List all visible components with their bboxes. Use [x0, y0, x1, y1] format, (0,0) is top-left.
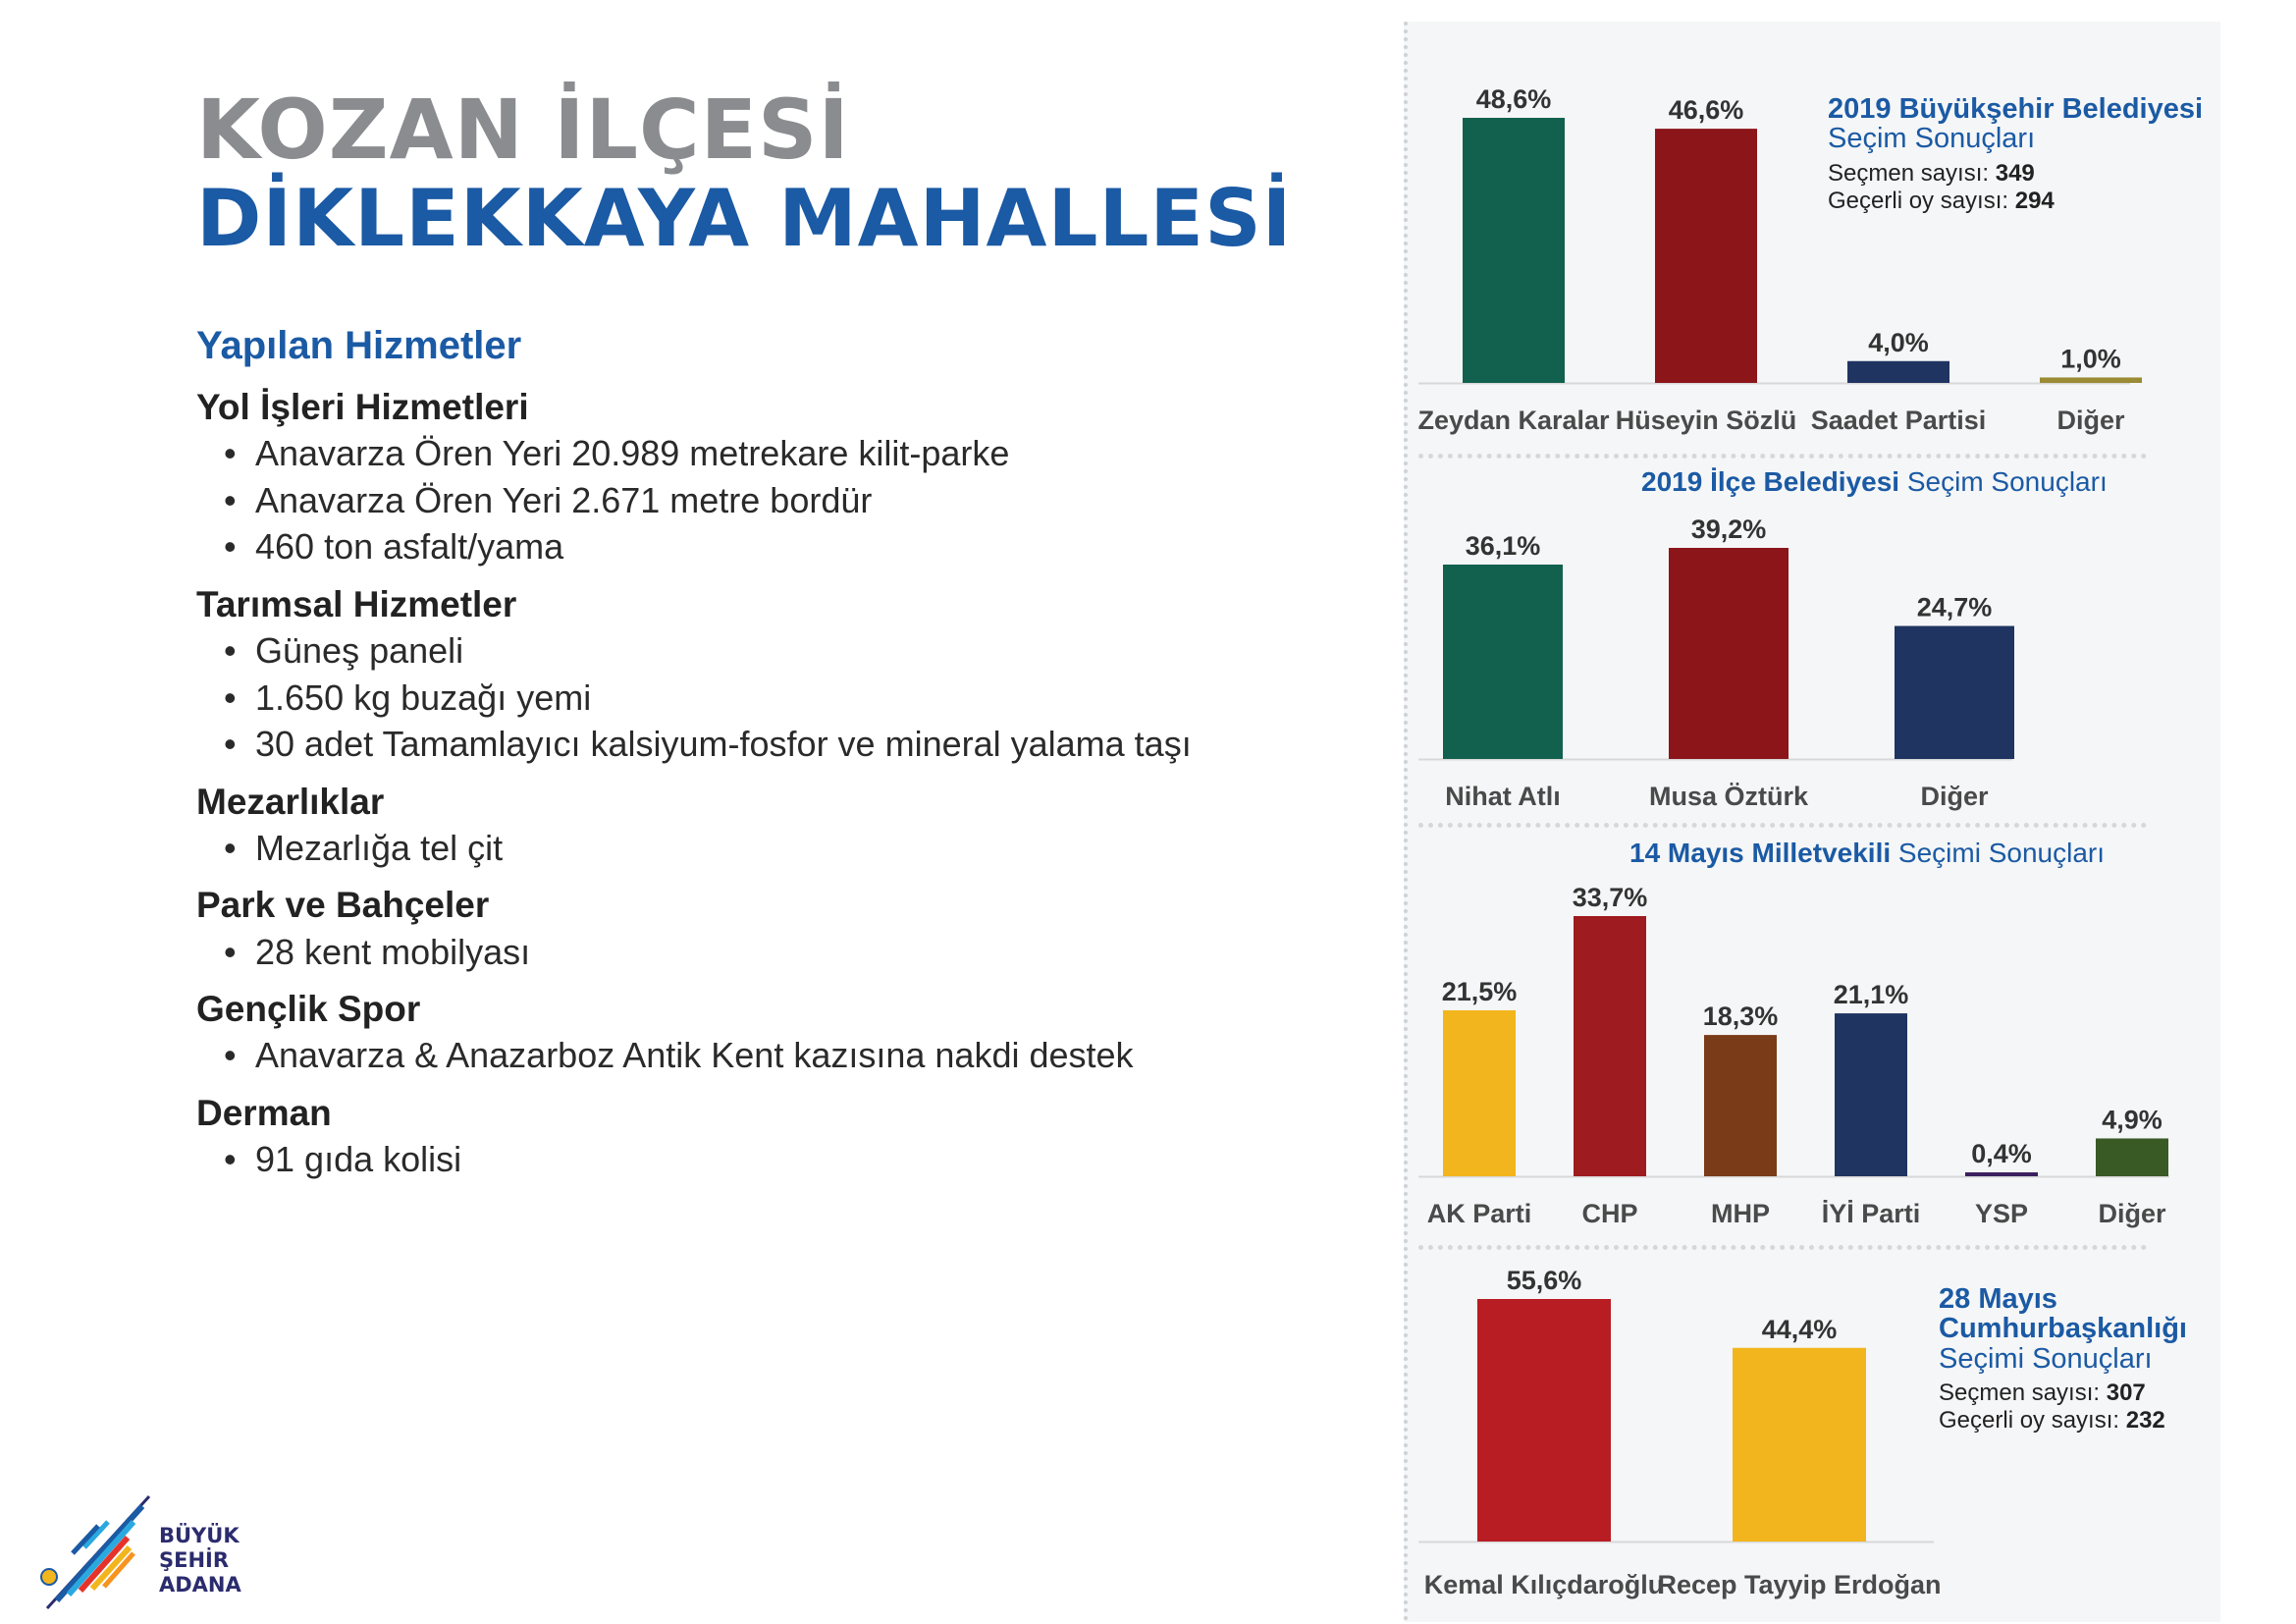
bar [1847, 361, 1949, 383]
category-label: MHP [1711, 1199, 1770, 1228]
service-item: • 1.650 kg buzağı yemi [196, 675, 1178, 722]
bar [1895, 626, 2014, 759]
bar [1443, 565, 1563, 759]
separator [1418, 454, 2147, 459]
bar [2040, 377, 2142, 383]
logo-line-2: ŞEHİR [159, 1547, 230, 1572]
service-item: • Mezarlığa tel çit [196, 825, 1178, 872]
bar [1463, 118, 1565, 383]
service-item: • 28 kent mobilyası [196, 929, 1178, 976]
logo-line-1: BÜYÜK [159, 1524, 240, 1547]
district-title: KOZAN İLÇESİ [196, 81, 850, 178]
voters-count: Seçmen sayısı: 307 [1939, 1380, 2146, 1407]
category-label: Hüseyin Sözlü [1615, 406, 1797, 435]
data-label: 21,1% [1833, 980, 1909, 1010]
data-label: 46,6% [1668, 95, 1744, 126]
bar [1733, 1348, 1866, 1542]
bar [1669, 548, 1789, 759]
services-list [196, 385, 1192, 1183]
bar [1965, 1172, 2038, 1176]
caption-28-may [1939, 1284, 2187, 1435]
category-label: Kemal Kılıçdaroğlu [1423, 1570, 1665, 1599]
data-label: 48,6% [1475, 84, 1552, 114]
service-item: • Anavarza Ören Yeri 2.671 metre bordür [196, 477, 1178, 524]
data-label: 21,5% [1441, 976, 1518, 1006]
services-heading: Yapılan Hizmetler [196, 324, 522, 367]
caption-title-bold: 14 Mayıs Milletvekili [1629, 838, 1892, 868]
caption-title-bold: 2019 İlçe Belediyesi [1641, 466, 1900, 497]
caption-2019-metropolitan [1828, 94, 2203, 215]
caption-title-bold: 2019 Büyükşehir Belediyesi [1828, 93, 2204, 125]
service-item: • 91 gıda kolisi [196, 1136, 1178, 1183]
category-label: CHP [1581, 1199, 1638, 1228]
bar [1574, 916, 1646, 1176]
category-label: Musa Öztürk [1648, 782, 1809, 811]
logo-text [159, 1524, 241, 1597]
data-label: 44,4% [1761, 1314, 1838, 1344]
service-item: • 30 adet Tamamlayıcı kalsiyum-fosfor ve mineral yalama taşı [196, 721, 1178, 768]
service-group-title: Park ve Bahçeler [196, 885, 490, 926]
category-label: İYİ Parti [1821, 1199, 1921, 1228]
category-label: AK Parti [1426, 1199, 1532, 1228]
category-label: YSP [1974, 1199, 2029, 1228]
bar [2096, 1138, 2168, 1176]
category-label: Diğer [1920, 782, 1989, 811]
caption-title-line1: 28 Mayıs [1939, 1283, 2057, 1315]
data-label: 36,1% [1465, 531, 1541, 562]
category-label: Diğer [2056, 406, 2125, 435]
caption-title-regular: Seçimi Sonuçları [1897, 838, 2106, 868]
voters-count: Seçmen sayısı: 349 [1828, 159, 2035, 187]
category-label: Diğer [2098, 1199, 2166, 1228]
services-section [196, 324, 1192, 1183]
chart-2019-district [1404, 511, 2189, 825]
category-label: Nihat Atlı [1445, 782, 1561, 811]
service-item: • Anavarza & Anazarboz Antik Kent kazısına nakdi destek [196, 1032, 1178, 1079]
service-group-title: Yol İşleri Hizmetleri [196, 387, 529, 427]
bar [1655, 129, 1757, 383]
valid-votes-count: Geçerli oy sayısı: 232 [1939, 1407, 2165, 1435]
service-group-title: Mezarlıklar [196, 781, 385, 822]
caption-title-regular: Seçim Sonuçları [1828, 123, 2036, 155]
data-label: 4,0% [1868, 327, 1929, 357]
neighborhood-title: DİKLEKKAYA MAHALLESİ [196, 173, 1293, 264]
logo-line-3: ADANA [159, 1572, 241, 1597]
bar [1835, 1013, 1907, 1176]
data-label: 0,4% [1971, 1139, 2032, 1168]
data-label: 55,6% [1506, 1266, 1582, 1295]
caption-title-regular: Seçim Sonuçları [1906, 466, 2108, 497]
data-label: 4,9% [2102, 1105, 2163, 1135]
data-label: 1,0% [2060, 344, 2121, 374]
service-item: • Anavarza Ören Yeri 20.989 metrekare kilit-parke [196, 430, 1178, 477]
data-label: 18,3% [1702, 1001, 1779, 1032]
data-label: 39,2% [1690, 514, 1767, 544]
category-label: Saadet Partisi [1810, 406, 1987, 435]
category-label: Zeydan Karalar [1417, 406, 1610, 435]
chart-14-may-parliament [1404, 874, 2189, 1247]
valid-votes-count: Geçerli oy sayısı: 294 [1828, 187, 2055, 214]
caption-14-may [1629, 838, 2105, 869]
service-item: • Güneş paneli [196, 627, 1178, 675]
seal-icon [41, 1569, 57, 1585]
data-label: 24,7% [1916, 592, 1993, 623]
bar [1443, 1010, 1516, 1176]
caption-title-regular: Seçimi Sonuçları [1939, 1342, 2153, 1375]
bar [1477, 1299, 1611, 1542]
service-group-title: Derman [196, 1092, 332, 1133]
bar [1704, 1035, 1777, 1176]
category-label: Recep Tayyip Erdoğan [1657, 1570, 1942, 1599]
logo-stripes-icon [47, 1496, 149, 1608]
service-item: • 460 ton asfalt/yama [196, 523, 1178, 570]
caption-2019-district [1641, 466, 2108, 498]
data-label: 33,7% [1572, 883, 1648, 912]
caption-title-line2: Cumhurbaşkanlığı [1939, 1313, 2187, 1345]
service-group-title: Gençlik Spor [196, 989, 421, 1030]
service-group-title: Tarımsal Hizmetler [196, 583, 517, 624]
